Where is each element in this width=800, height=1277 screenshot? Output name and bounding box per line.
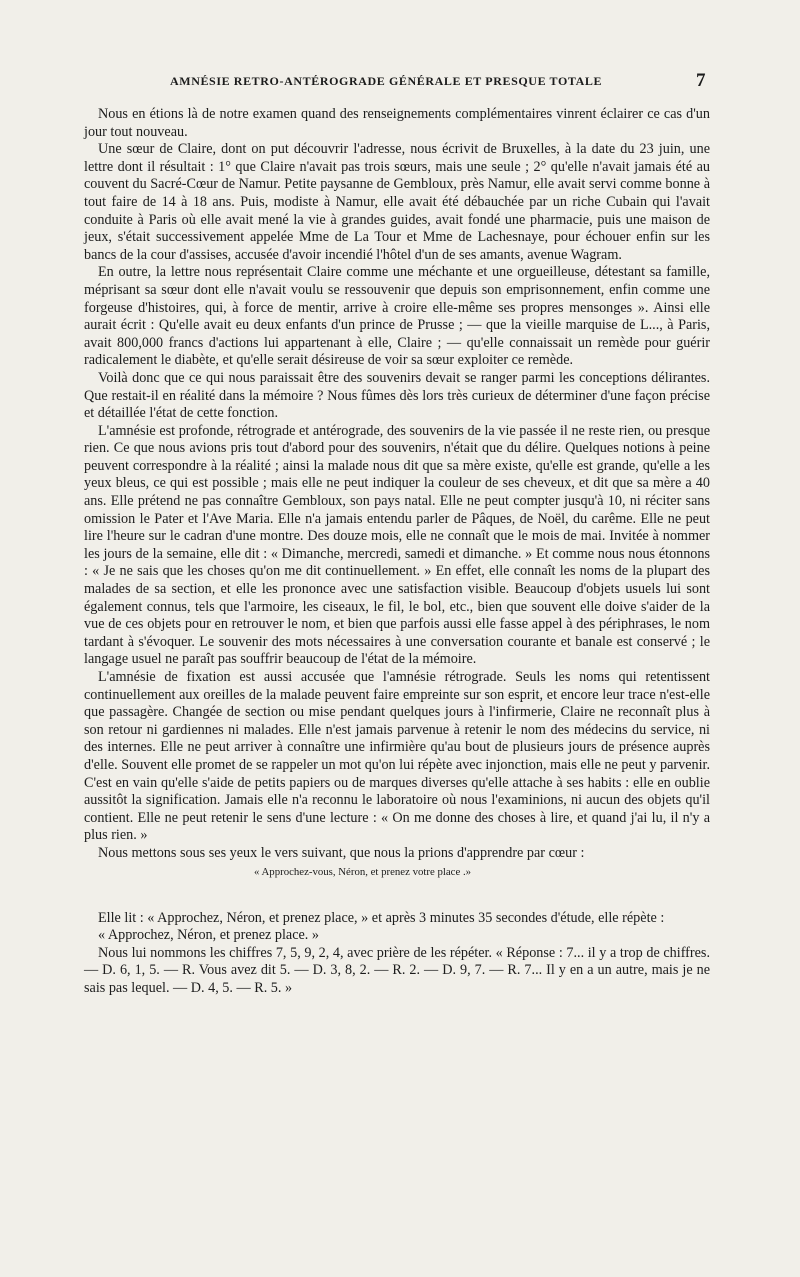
paragraph-letter: Une sœur de Claire, dont on put découvrir l'adresse, nous écrivit de Bruxelles, à la date du 23 juin, une lettre dont il résultait : 1° que Claire n'avait pas trois sœurs, mais une seule ; 2° qu'elle n'avait jamais été au couvent du Sacré-Cœur de Namur. Petite paysanne de Gembloux, près Namur, elle avait servi comme bonne à tout faire de 14 à 18 ans. Puis, modiste à Namur, elle avait été débauchée par un riche Cubain qui l'avait conduite à Paris où elle avait mené la vie à grandes guides, avait fondé une pharmacie, puis une maison de jeux, s'était successivement appelée Mme de La Tour et Mme de Lachesnaye, pour échouer enfin sur les bancs de la cour d'assises, accusée d'avoir incendié l'hôtel d'un de ses amants, avenue Wagram. bbox=[84, 141, 710, 263]
paragraph-reading: Elle lit : « Approchez, Néron, et prenez place, » et après 3 minutes 35 secondes d'étude, elle répète : bbox=[98, 909, 665, 926]
page-number: 7 bbox=[696, 70, 706, 91]
paragraph-digit-test: Nous lui nommons les chiffres 7, 5, 9, 2, 4, avec prière de les répéter. « Réponse : 7... il y a trop de chiffres. — D. 6, 1, 5. — R. Vous avez dit 5. — D. 3, 8, 2. — R. 2. — D. 9, 7. — R. 7... Il y en a un autre, mais je ne sais pas lequel. — D. 4, 5. — R. 5. » bbox=[84, 944, 710, 996]
paragraph-fixation-amnesia: L'amnésie de fixation est aussi accusée que l'amnésie rétrograde. Seuls les noms qui retentissent continuellement aux oreilles de la malade peuvent faire empreinte sur son esprit, et encore leur trace n'est-elle que passagère. Changée de section ou mise pendant quelques jours à l'infirmerie, Claire ne reconnaît plus à son retour ni gardiennes ni malades. Elle n'est jamais parvenue à retenir le nom des médecins du service, ni des internes. Elle ne peut arriver à connaître une infirmière qu'au bout de plusieurs jours de présence auprès d'elle. Souvent elle promet de se rappeler un mot qu'on lui répète avec injonction, mais elle ne peut y parvenir. C'est en vain qu'elle s'aide de petits papiers ou de marques diverses qu'elle attache à ses habits : elle en oublie aussitôt la signification. Jamais elle n'a reconnu le laboratoire où nous l'examinions, ni aucun des objets qu'il contient. Elle ne peut retenir le sens d'une lecture : « On me donne des choses à lire, et quand j'ai lu, il n'y a plus rien. » bbox=[84, 669, 711, 844]
paragraph-verse-test: Nous mettons sous ses yeux le vers suivant, que nous la prions d'apprendre par cœur : bbox=[98, 844, 585, 861]
running-head: AMNÉSIE RETRO-ANTÉROGRADE GÉNÉRALE ET PRESQUE TOTALE bbox=[170, 74, 603, 88]
page-header bbox=[0, 70, 800, 96]
paragraph-recitation: « Approchez, Néron, et prenez place. » bbox=[98, 927, 319, 944]
paragraph-portrait: En outre, la lettre nous représentait Claire comme une méchante et une orgueilleuse, détestant sa famille, méprisant sa sœur dont elle n'avait voulu se ressouvenir que depuis son emprisonnement, enfin comme une forgeuse d'histoires, qui, à force de mentir, arrive à croire elle-même ses propres mensonges ». Ainsi elle aurait écrit : Qu'elle avait eu deux enfants d'un prince de Prusse ; — que la vieille marquise de L..., à Paris, avait 800,000 francs d'actions lui appartenant à elle, Claire ; — qu'elle connaissait un remède pour guérir radicalement le diabète, et qu'elle serait désireuse de voir sa sœur exploiter ce remède. bbox=[84, 264, 710, 369]
paragraph-intro: Nous en étions là de notre examen quand des renseignements complémentaires vinrent éclairer ce cas d'un jour tout nouveau. bbox=[84, 106, 710, 140]
paragraph-retrograde-amnesia: L'amnésie est profonde, rétrograde et antérograde, des souvenirs de la vie passée il ne reste rien, ou presque rien. Ce que nous avions pris tout d'abord pour des souvenirs, n'était que du délire. Quelques notions à peine peuvent correspondre à la réalité ; ainsi la malade nous dit que sa mère existe, qu'elle est grande, qu'elle a les yeux bleus, ce qui est possible ; mais elle ne peut indiquer la couleur de ses cheveux, et dit que sa mère a 40 ans. Elle prétend ne pas connaître Gembloux, son pays natal. Elle ne peut compter jusqu'à 10, ni réciter sans omission le Pater et l'Ave Maria. Elle n'a jamais entendu parler de Pâques, de Noël, du carême. Elle ne peut lire l'heure sur le cadran d'une montre. Des douze mois, elle ne connaît que le mois de mai. Invitée à nommer les jours de la semaine, elle dit : « Dimanche, mercredi, samedi et dimanche. » Et comme nous nous étonnons : « Je ne sais que les choses qu'on me dit continuellement. » En effet, elle connaît les noms de la plupart des malades de sa section, et elle les prononce avec une satisfaction visible. Beaucoup d'objets usuels lui sont également connus, tels que l'armoire, les ciseaux, le fil, le bol, etc., bien que souvent elle doive s'aider de la vue de ces objets pour en retrouver le nom, et bien que parfois aussi elle fasse appel à des périphrases, le nom tardant à s'évoquer. Le souvenir des mots nécessaires à une conversation courante et banale est conservé ; le langage usuel ne paraît pas souffrir beaucoup de l'état de la mémoire. bbox=[84, 422, 710, 668]
verse-quote: « Approchez-vous, Néron, et prenez votre place .» bbox=[254, 865, 472, 878]
body-text bbox=[84, 106, 710, 998]
paragraph-delusions: Voilà donc que ce qui nous paraissait être des souvenirs devait se ranger parmi les conceptions délirantes. Que restait-il en réalité dans la mémoire ? Nous fûmes dès lors très curieux de déterminer d'une façon précise et détaillée l'état de cette fonction. bbox=[84, 369, 710, 422]
